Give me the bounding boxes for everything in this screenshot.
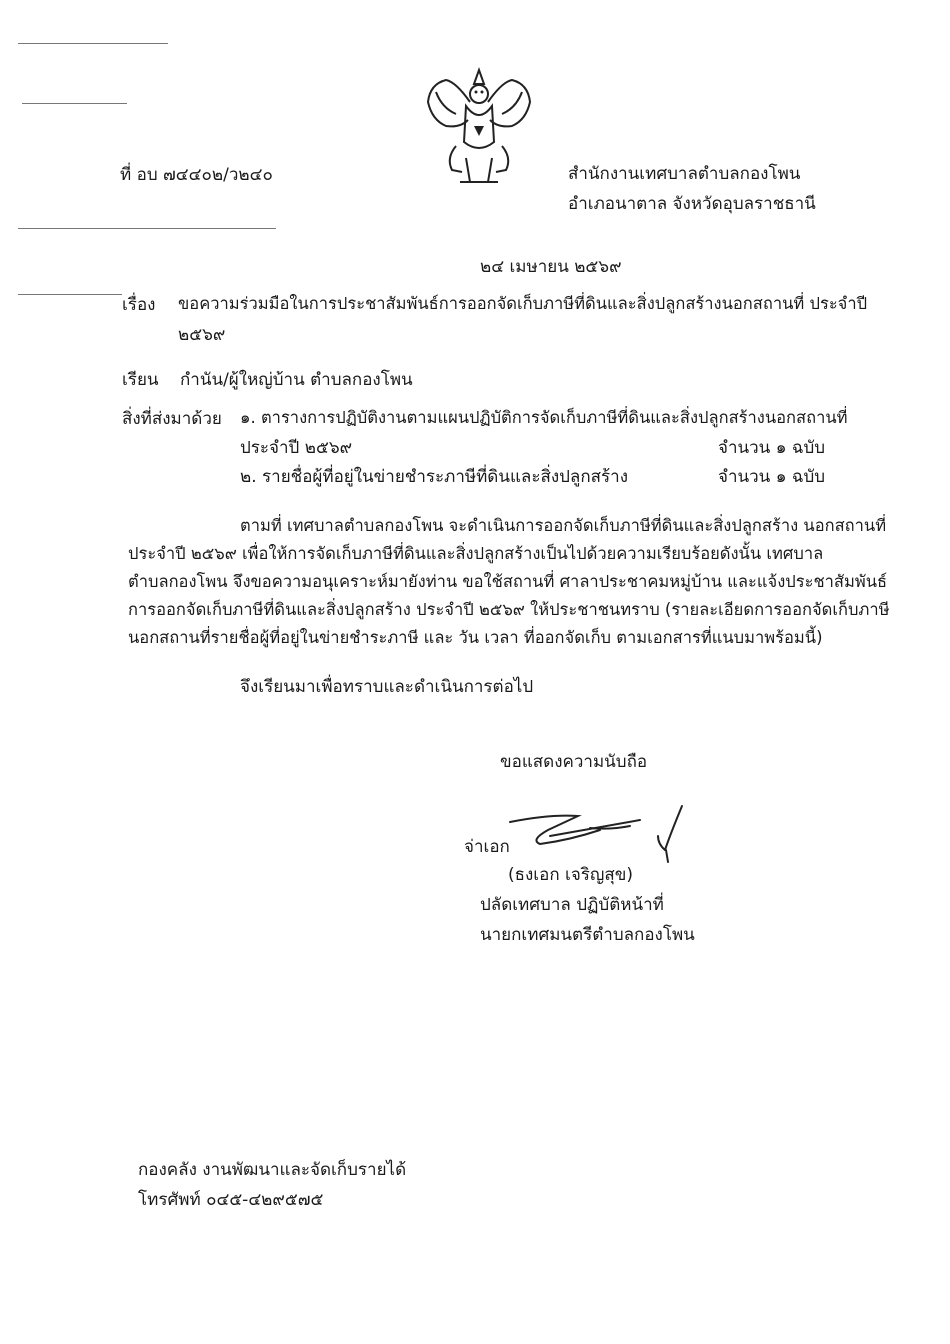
enclosure-quantity: จำนวน ๑ ฉบับ xyxy=(718,467,826,487)
letter-date: ๒๔ เมษายน ๒๕๖๙ xyxy=(480,257,622,277)
signer-title: นายกเทศมนตรีตำบลกองโพน xyxy=(480,925,695,945)
signer-name: (ธงเอก เจริญสุข) xyxy=(508,865,634,885)
subject-text: ขอความร่วมมือในการประชาสัมพันธ์การออกจัดเก็บภาษีที่ดินและสิ่งปลูกสร้างนอกสถานที่ ประจำปี xyxy=(178,294,868,313)
reference-number: ที่ อบ ๗๔๔๐๒/ว๒๔๐ xyxy=(120,165,273,185)
signature-prefix: จ่าเอก xyxy=(464,837,510,857)
recipient: กำนัน/ผู้ใหญ่บ้าน ตำบลกองโพน xyxy=(180,370,413,390)
footer-department: กองคลัง งานพัฒนาและจัดเก็บรายได้ xyxy=(138,1160,407,1180)
body-line: ตำบลกองโพน จึงขอความอนุเคราะห์มายังท่าน ขอใช้สถานที่ ศาลาประชาคมหมู่บ้าน และแจ้งประชาสัมพันธ์ xyxy=(128,572,888,591)
scan-artifact-line xyxy=(18,294,122,295)
subject-text-cont: ๒๕๖๙ xyxy=(178,325,226,345)
enclosure-item: ๒. รายชื่อผู้ที่อยู่ในข่ายชำระภาษีที่ดินและสิ่งปลูกสร้าง xyxy=(240,467,628,487)
office-address: อำเภอนาตาล จังหวัดอุบลราชธานี xyxy=(568,194,816,214)
enclosures-label: สิ่งที่ส่งมาด้วย xyxy=(122,409,222,429)
closing-line: จึงเรียนมาเพื่อทราบและดำเนินการต่อไป xyxy=(240,677,534,697)
signer-title: ปลัดเทศบาล ปฏิบัติหน้าที่ xyxy=(480,895,664,915)
scan-artifact-line xyxy=(18,228,276,229)
garuda-emblem-icon xyxy=(416,62,542,192)
body-line: ประจำปี ๒๕๖๙ เพื่อให้การจัดเก็บภาษีที่ดินและสิ่งปลูกสร้างเป็นไปด้วยความเรียบร้อยดังนั้น เทศบาล xyxy=(128,544,824,563)
body-line: นอกสถานที่รายชื่อผู้ที่อยู่ในข่ายชำระภาษี และ วัน เวลา ที่ออกจัดเก็บ ตามเอกสารที่แนบมาพร้อมนี้) xyxy=(128,628,823,647)
scan-artifact-line xyxy=(18,43,168,44)
footer-phone: โทรศัพท์ ๐๔๕-๔๒๙๕๗๕ xyxy=(138,1190,324,1210)
recipient-label: เรียน xyxy=(122,370,159,390)
enclosure-quantity: จำนวน ๑ ฉบับ xyxy=(718,438,826,458)
body-line: การออกจัดเก็บภาษีที่ดินและสิ่งปลูกสร้าง ประจำปี ๒๕๖๙ ให้ประชาชนทราบ (รายละเอียดการออกจัดเก็บภาษี xyxy=(128,600,890,619)
enclosure-item-cont: ประจำปี ๒๕๖๙ xyxy=(240,438,353,458)
enclosure-item: ๑. ตารางการปฏิบัติงานตามแผนปฏิบัติการจัดเก็บภาษีที่ดินและสิ่งปลูกสร้างนอกสถานที่ xyxy=(240,408,848,427)
body-line: ตามที่ เทศบาลตำบลกองโพน จะดำเนินการออกจัดเก็บภาษีที่ดินและสิ่งปลูกสร้าง นอกสถานที่ xyxy=(240,516,887,535)
salutation: ขอแสดงความนับถือ xyxy=(500,752,648,772)
subject-label: เรื่อง xyxy=(122,295,156,315)
scan-artifact-line xyxy=(22,103,127,104)
handwritten-signature xyxy=(490,800,690,870)
office-name: สำนักงานเทศบาลตำบลกองโพน xyxy=(568,164,801,184)
